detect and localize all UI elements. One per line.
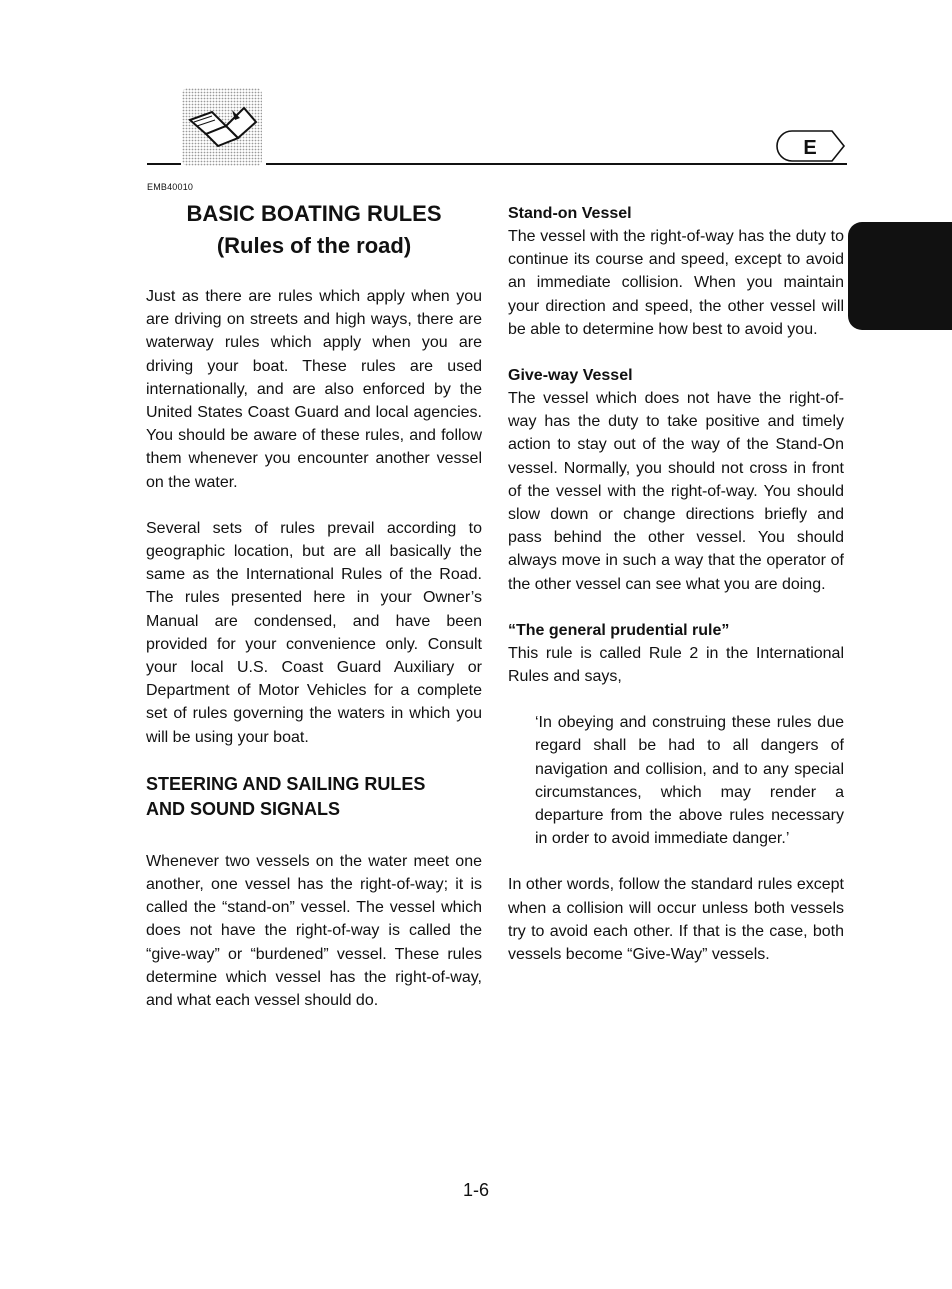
language-badge-label: E <box>803 137 817 159</box>
steering-paragraph: Whenever two vessels on the water meet one another, one vessel has the right-of-way; it is called the “stand-on” vessel. The vessel which does not have the right-of-way is called the “give-way” or “burdened” vessel. These rules determine which vessel has the right-of-way, and what each vessel should do. <box>146 852 482 1010</box>
rules-paragraph: Several sets of rules prevail according to geographic location, but are all basically the same as the International Rules of the Road. The rules presented here in your Owner’s Manual are condensed, and have been provided for your convenience only. Consult your local U.S. Coast Guard Auxiliary or Department of Motor Vehicles for a complete set of rules governing the waters in which you will be using your boat. <box>146 519 482 746</box>
header-rule-left <box>147 163 181 165</box>
page-title: BASIC BOATING RULES <box>186 201 442 226</box>
header-rule <box>266 163 847 165</box>
standon-heading: Stand-on Vessel <box>508 205 632 222</box>
prudential-paragraph: This rule is called Rule 2 in the International Rules and says, <box>508 644 844 686</box>
giveway-heading: Give-way Vessel <box>508 367 633 385</box>
section-tab <box>848 222 952 330</box>
right-column <box>508 198 844 966</box>
rule-quote: ‘In obeying and construing these rules due regard shall be had to all dangers of navigation and collision, and to any special circumstances, which may render a departure from the above rules necessary in order to avoid immediate danger.’ <box>535 714 844 848</box>
open-book-icon <box>182 88 262 166</box>
left-column <box>146 198 482 1012</box>
giveway-paragraph: The vessel which does not have the right-of-way has the duty to take positive and timely action to stay out of the way of the Stand-On vessel. Normally, you should not cross in front of the vessel with the right-of-way. You should slow down or change directions briefly and pass behind the other vessel. You should always move in such a way that the operator of the other vessel can see what you are doing. <box>508 390 844 593</box>
document-code: EMB40010 <box>147 182 194 192</box>
section-title-line2: AND SOUND SIGNALS <box>146 798 341 819</box>
standon-paragraph: The vessel with the right-of-way has the duty to continue its course and speed, except to avoid an immediate collision. When you maintain your direction and speed, the other vessel will be able to determine how best to avoid you. <box>508 228 844 338</box>
page-number: 1-6 <box>462 1180 489 1200</box>
page-subtitle: (Rules of the road) <box>216 233 412 258</box>
intro-paragraph: Just as there are rules which apply when you are driving on streets and high ways, there are waterway rules which apply when you are driving your boat. These rules are used internationally, and are also enforced by the United States Coast Guard and local agencies. You should be aware of these rules, and follow them whenever you encounter another vessel on the water. <box>146 288 482 491</box>
section-title-line1: STEERING AND SAILING RULES <box>146 773 426 794</box>
prudential-heading: “The general prudential rule” <box>508 621 730 639</box>
language-badge <box>776 129 846 163</box>
conclusion-paragraph: In other words, follow the standard rules except when a collision will occur unless both vessels try to avoid each other. If that is the case, both vessels become “Give-Way” vessels. <box>508 876 844 964</box>
